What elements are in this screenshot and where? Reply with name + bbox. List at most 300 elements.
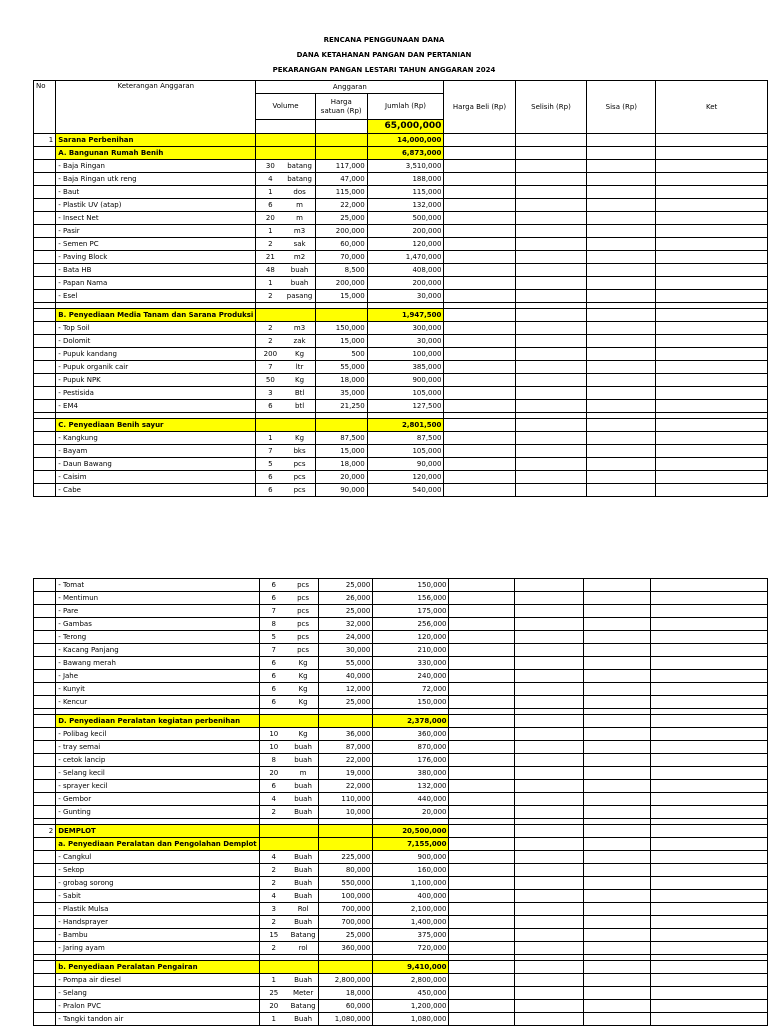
item-volume: 2	[259, 877, 288, 890]
sub-row	[34, 715, 768, 728]
item-amount: 120,000	[367, 471, 444, 484]
item-unit: buah	[288, 780, 319, 793]
item-amount: 360,000	[373, 728, 449, 741]
item-unit-price: 32,000	[319, 618, 373, 631]
item-volume: 50	[256, 374, 285, 387]
budget-table-page-2	[33, 578, 768, 1026]
item-unit-price: 19,000	[319, 767, 373, 780]
item-volume: 10	[259, 741, 288, 754]
item-amount: 30,000	[367, 335, 444, 348]
item-unit: buah	[284, 264, 315, 277]
table-row	[34, 916, 768, 929]
section-total: 14,000,000	[367, 134, 444, 147]
item-unit: m	[284, 199, 315, 212]
item-amount: 900,000	[373, 851, 449, 864]
item-unit: Buah	[288, 974, 319, 987]
item-label: - Insect Net	[56, 212, 256, 225]
item-unit-price: 25,000	[315, 212, 367, 225]
item-volume: 1	[256, 277, 285, 290]
item-label: - Jaring ayam	[56, 942, 259, 955]
table-row	[34, 592, 768, 605]
table-row	[34, 484, 768, 497]
item-label: - Pupuk NPK	[56, 374, 256, 387]
table-row	[34, 173, 768, 186]
item-label: - Handsprayer	[56, 916, 259, 929]
title-line-1: RENCANA PENGGUNAAN DANA	[323, 36, 445, 44]
item-amount: 870,000	[373, 741, 449, 754]
item-amount: 87,500	[367, 432, 444, 445]
section-number: 1	[34, 134, 56, 147]
item-unit-price: 200,000	[315, 225, 367, 238]
item-amount: 115,000	[367, 186, 444, 199]
header-anggaran: Anggaran	[256, 81, 444, 94]
item-unit: Buah	[288, 806, 319, 819]
table-row	[34, 277, 768, 290]
item-amount: 500,000	[367, 212, 444, 225]
item-volume: 2	[256, 335, 285, 348]
table-row	[34, 754, 768, 767]
table-row	[34, 238, 768, 251]
item-amount: 105,000	[367, 387, 444, 400]
item-unit-price: 18,000	[319, 987, 373, 1000]
item-unit-price: 20,000	[315, 471, 367, 484]
item-volume: 200	[256, 348, 285, 361]
item-amount: 330,000	[373, 657, 449, 670]
table-row	[34, 471, 768, 484]
item-amount: 240,000	[373, 670, 449, 683]
item-unit: Buah	[288, 890, 319, 903]
item-volume: 48	[256, 264, 285, 277]
item-unit: pcs	[284, 471, 315, 484]
item-volume: 2	[259, 942, 288, 955]
item-unit-price: 200,000	[315, 277, 367, 290]
table-row	[34, 618, 768, 631]
item-unit: Buah	[288, 851, 319, 864]
item-unit: Kg	[284, 348, 315, 361]
item-amount: 150,000	[373, 696, 449, 709]
item-amount: 720,000	[373, 942, 449, 955]
item-volume: 2	[259, 916, 288, 929]
subsection-label: a. Penyediaan Peralatan dan Pengolahan Demplot	[56, 838, 259, 851]
grand-total: 65,000,000	[384, 121, 442, 131]
item-amount: 90,000	[367, 458, 444, 471]
item-unit-price: 22,000	[319, 780, 373, 793]
item-unit-price: 26,000	[319, 592, 373, 605]
item-volume: 8	[259, 754, 288, 767]
item-amount: 100,000	[367, 348, 444, 361]
item-label: - Jahe	[56, 670, 259, 683]
item-unit: batang	[284, 160, 315, 173]
item-unit-price: 21,250	[315, 400, 367, 413]
item-amount: 30,000	[367, 290, 444, 303]
section-row	[34, 825, 768, 838]
title-line-2: DANA KETAHANAN PANGAN DAN PERTANIAN	[296, 51, 472, 59]
item-unit: Rol	[288, 903, 319, 916]
table-row	[34, 400, 768, 413]
item-amount: 72,000	[373, 683, 449, 696]
item-label: - Polibag kecil	[56, 728, 259, 741]
item-volume: 6	[256, 484, 285, 497]
item-unit: sak	[284, 238, 315, 251]
item-volume: 2	[256, 322, 285, 335]
table-row	[34, 987, 768, 1000]
header-keterangan: Keterangan Anggaran	[56, 81, 256, 120]
header-selisih: Selisih (Rp)	[515, 81, 587, 134]
item-amount: 3,510,000	[367, 160, 444, 173]
item-label: - Gembor	[56, 793, 259, 806]
item-amount: 120,000	[373, 631, 449, 644]
title-line-3: PEKARANGAN PANGAN LESTARI TAHUN ANGGARAN 2024	[272, 66, 496, 74]
section-row	[34, 134, 768, 147]
item-volume: 10	[259, 728, 288, 741]
sub-row	[34, 309, 768, 322]
item-unit: pcs	[288, 644, 319, 657]
table-row	[34, 741, 768, 754]
table-row	[34, 361, 768, 374]
item-unit: m	[288, 767, 319, 780]
item-amount: 150,000	[373, 579, 449, 592]
item-label: - Cangkul	[56, 851, 259, 864]
item-label: - Pralon PVC	[56, 1000, 259, 1013]
item-label: - Semen PC	[56, 238, 256, 251]
item-label: - Baja Ringan utk reng	[56, 173, 256, 186]
item-volume: 2	[256, 238, 285, 251]
item-unit-price: 10,000	[319, 806, 373, 819]
table-row	[34, 631, 768, 644]
item-unit-price: 700,000	[319, 916, 373, 929]
item-label: - Bawang merah	[56, 657, 259, 670]
item-volume: 6	[259, 579, 288, 592]
item-label: - Bayam	[56, 445, 256, 458]
table-row	[34, 212, 768, 225]
item-unit: m2	[284, 251, 315, 264]
item-unit: pcs	[288, 605, 319, 618]
item-unit: Kg	[288, 728, 319, 741]
item-volume: 8	[259, 618, 288, 631]
item-unit: zak	[284, 335, 315, 348]
item-label: - Top Soil	[56, 322, 256, 335]
table-row	[34, 1000, 768, 1013]
item-label: - Esel	[56, 290, 256, 303]
table-row	[34, 670, 768, 683]
item-label: - Baut	[56, 186, 256, 199]
item-label: - Pestisida	[56, 387, 256, 400]
item-label: - Pasir	[56, 225, 256, 238]
item-unit: Batang	[288, 1000, 319, 1013]
item-label: - Pupuk organik cair	[56, 361, 256, 374]
item-label: - Tomat	[56, 579, 259, 592]
item-label: - tray semai	[56, 741, 259, 754]
item-unit-price: 87,000	[319, 741, 373, 754]
item-amount: 408,000	[367, 264, 444, 277]
item-unit: rol	[288, 942, 319, 955]
table-row	[34, 806, 768, 819]
item-unit: pcs	[284, 458, 315, 471]
item-label: - Sabit	[56, 890, 259, 903]
item-unit: ltr	[284, 361, 315, 374]
sub-row	[34, 961, 768, 974]
item-label: - Kangkung	[56, 432, 256, 445]
item-amount: 375,000	[373, 929, 449, 942]
table-row	[34, 767, 768, 780]
table-row	[34, 225, 768, 238]
table-row	[34, 793, 768, 806]
item-unit-price: 60,000	[319, 1000, 373, 1013]
item-unit: Kg	[288, 683, 319, 696]
item-volume: 3	[256, 387, 285, 400]
item-amount: 900,000	[367, 374, 444, 387]
item-amount: 1,400,000	[373, 916, 449, 929]
table-row	[34, 290, 768, 303]
item-volume: 6	[259, 657, 288, 670]
item-unit: pcs	[288, 618, 319, 631]
header-jumlah: Jumlah (Rp)	[367, 94, 444, 120]
table-row	[34, 644, 768, 657]
item-label: - Gambas	[56, 618, 259, 631]
item-unit-price: 550,000	[319, 877, 373, 890]
item-unit: m3	[284, 225, 315, 238]
item-unit: Kg	[284, 374, 315, 387]
item-unit-price: 700,000	[319, 903, 373, 916]
section-total: 20,500,000	[373, 825, 449, 838]
item-label: - Gunting	[56, 806, 259, 819]
table-row	[34, 929, 768, 942]
item-volume: 2	[259, 864, 288, 877]
item-label: - Plastik Mulsa	[56, 903, 259, 916]
item-unit-price: 15,000	[315, 335, 367, 348]
table-row	[34, 322, 768, 335]
item-unit-price: 90,000	[315, 484, 367, 497]
item-amount: 300,000	[367, 322, 444, 335]
table-row	[34, 696, 768, 709]
item-volume: 1	[256, 186, 285, 199]
item-unit-price: 25,000	[319, 579, 373, 592]
item-amount: 210,000	[373, 644, 449, 657]
item-unit-price: 55,000	[315, 361, 367, 374]
item-unit: bks	[284, 445, 315, 458]
item-label: - Baja Ringan	[56, 160, 256, 173]
item-volume: 6	[259, 592, 288, 605]
item-amount: 1,200,000	[373, 1000, 449, 1013]
table-row	[34, 374, 768, 387]
section-number: 2	[34, 825, 56, 838]
table-row	[34, 851, 768, 864]
item-amount: 188,000	[367, 173, 444, 186]
table-row	[34, 335, 768, 348]
item-label: - Selang	[56, 987, 259, 1000]
sub-row	[34, 419, 768, 432]
item-label: - Kacang Panjang	[56, 644, 259, 657]
item-unit-price: 500	[315, 348, 367, 361]
item-label: - sprayer kecil	[56, 780, 259, 793]
table-row	[34, 657, 768, 670]
item-volume: 25	[259, 987, 288, 1000]
item-label: - Tangki tandon air	[56, 1013, 259, 1026]
table-row	[34, 264, 768, 277]
subsection-total: 9,410,000	[373, 961, 449, 974]
item-unit-price: 80,000	[319, 864, 373, 877]
item-volume: 1	[256, 432, 285, 445]
item-unit-price: 24,000	[319, 631, 373, 644]
item-unit: pcs	[288, 631, 319, 644]
item-unit-price: 25,000	[319, 605, 373, 618]
item-volume: 7	[259, 644, 288, 657]
item-label: - Sekop	[56, 864, 259, 877]
item-unit: Kg	[288, 696, 319, 709]
item-unit-price: 150,000	[315, 322, 367, 335]
item-volume: 2	[256, 290, 285, 303]
header-no: No	[34, 81, 56, 120]
item-amount: 156,000	[373, 592, 449, 605]
item-unit-price: 18,000	[315, 458, 367, 471]
item-label: - Paving Block	[56, 251, 256, 264]
subsection-label: D. Penyediaan Peralatan kegiatan perbenihan	[56, 715, 259, 728]
item-label: - Bambu	[56, 929, 259, 942]
section-label: Sarana Perbenihan	[56, 134, 256, 147]
item-amount: 1,100,000	[373, 877, 449, 890]
item-unit-price: 18,000	[315, 374, 367, 387]
table-row	[34, 864, 768, 877]
table-row	[34, 683, 768, 696]
subsection-total: 6,873,000	[367, 147, 444, 160]
item-label: - Kunyit	[56, 683, 259, 696]
item-unit-price: 12,000	[319, 683, 373, 696]
item-unit-price: 47,000	[315, 173, 367, 186]
table-row	[34, 186, 768, 199]
item-unit-price: 22,000	[319, 754, 373, 767]
budget-table-page-1	[33, 80, 768, 497]
item-unit: Batang	[288, 929, 319, 942]
item-volume: 3	[259, 903, 288, 916]
item-unit-price: 25,000	[319, 696, 373, 709]
item-volume: 6	[259, 670, 288, 683]
item-label: - Kencur	[56, 696, 259, 709]
item-volume: 7	[256, 445, 285, 458]
item-amount: 1,470,000	[367, 251, 444, 264]
item-unit-price: 15,000	[315, 445, 367, 458]
item-unit: m	[284, 212, 315, 225]
item-label: - Dolomit	[56, 335, 256, 348]
item-amount: 127,500	[367, 400, 444, 413]
subsection-total: 7,155,000	[373, 838, 449, 851]
item-volume: 15	[259, 929, 288, 942]
item-label: - Caisim	[56, 471, 256, 484]
item-amount: 440,000	[373, 793, 449, 806]
item-amount: 176,000	[373, 754, 449, 767]
item-amount: 400,000	[373, 890, 449, 903]
item-unit: Meter	[288, 987, 319, 1000]
table-row	[34, 251, 768, 264]
item-amount: 256,000	[373, 618, 449, 631]
item-label: - Plastik UV (atap)	[56, 199, 256, 212]
item-label: - Pompa air diesel	[56, 974, 259, 987]
item-amount: 380,000	[373, 767, 449, 780]
table-row	[34, 890, 768, 903]
table-row	[34, 348, 768, 361]
sub-row	[34, 147, 768, 160]
item-amount: 200,000	[367, 277, 444, 290]
item-unit-price: 110,000	[319, 793, 373, 806]
item-unit-price: 1,080,000	[319, 1013, 373, 1026]
item-volume: 1	[256, 225, 285, 238]
item-volume: 20	[259, 767, 288, 780]
item-unit-price: 70,000	[315, 251, 367, 264]
item-unit: btl	[284, 400, 315, 413]
item-amount: 132,000	[367, 199, 444, 212]
item-unit: buah	[284, 277, 315, 290]
item-label: - Bata HB	[56, 264, 256, 277]
item-amount: 200,000	[367, 225, 444, 238]
table-row	[34, 728, 768, 741]
item-unit-price: 100,000	[319, 890, 373, 903]
header-sisa: Sisa (Rp)	[587, 81, 656, 134]
item-unit: dos	[284, 186, 315, 199]
item-unit: buah	[288, 793, 319, 806]
item-label: - Selang kecil	[56, 767, 259, 780]
item-label: - grobag sorong	[56, 877, 259, 890]
subsection-total: 1,947,500	[367, 309, 444, 322]
item-volume: 4	[259, 793, 288, 806]
item-unit-price: 225,000	[319, 851, 373, 864]
item-volume: 30	[256, 160, 285, 173]
item-unit: Buah	[288, 864, 319, 877]
table-row	[34, 387, 768, 400]
section-label: DEMPLOT	[56, 825, 259, 838]
item-unit: Buah	[288, 916, 319, 929]
header-harga-beli: Harga Beli (Rp)	[444, 81, 515, 134]
header-volume: Volume	[256, 94, 315, 120]
item-unit: Btl	[284, 387, 315, 400]
item-amount: 2,100,000	[373, 903, 449, 916]
item-unit: Buah	[288, 1013, 319, 1026]
table-row	[34, 432, 768, 445]
table-row	[34, 605, 768, 618]
item-unit-price: 87,500	[315, 432, 367, 445]
item-unit: batang	[284, 173, 315, 186]
item-volume: 1	[259, 974, 288, 987]
item-unit-price: 360,000	[319, 942, 373, 955]
subsection-label: B. Penyediaan Media Tanam dan Sarana Produksi	[56, 309, 256, 322]
header-ket: Ket	[656, 81, 768, 134]
item-label: - Mentimun	[56, 592, 259, 605]
item-label: - cetok lancip	[56, 754, 259, 767]
item-unit-price: 115,000	[315, 186, 367, 199]
item-unit: Kg	[288, 657, 319, 670]
item-amount: 450,000	[373, 987, 449, 1000]
item-unit-price: 55,000	[319, 657, 373, 670]
item-unit-price: 22,000	[315, 199, 367, 212]
item-amount: 385,000	[367, 361, 444, 374]
item-amount: 120,000	[367, 238, 444, 251]
item-unit: pcs	[284, 484, 315, 497]
item-unit-price: 2,800,000	[319, 974, 373, 987]
sub-row	[34, 838, 768, 851]
item-amount: 132,000	[373, 780, 449, 793]
table-row	[34, 942, 768, 955]
item-unit: Buah	[288, 877, 319, 890]
item-unit-price: 30,000	[319, 644, 373, 657]
subsection-label: C. Penyediaan Benih sayur	[56, 419, 256, 432]
item-volume: 5	[259, 631, 288, 644]
item-volume: 6	[256, 400, 285, 413]
item-volume: 6	[259, 780, 288, 793]
item-volume: 21	[256, 251, 285, 264]
item-volume: 2	[259, 806, 288, 819]
item-label: - EM4	[56, 400, 256, 413]
subsection-total: 2,801,500	[367, 419, 444, 432]
item-unit: Kg	[284, 432, 315, 445]
table-row	[34, 458, 768, 471]
